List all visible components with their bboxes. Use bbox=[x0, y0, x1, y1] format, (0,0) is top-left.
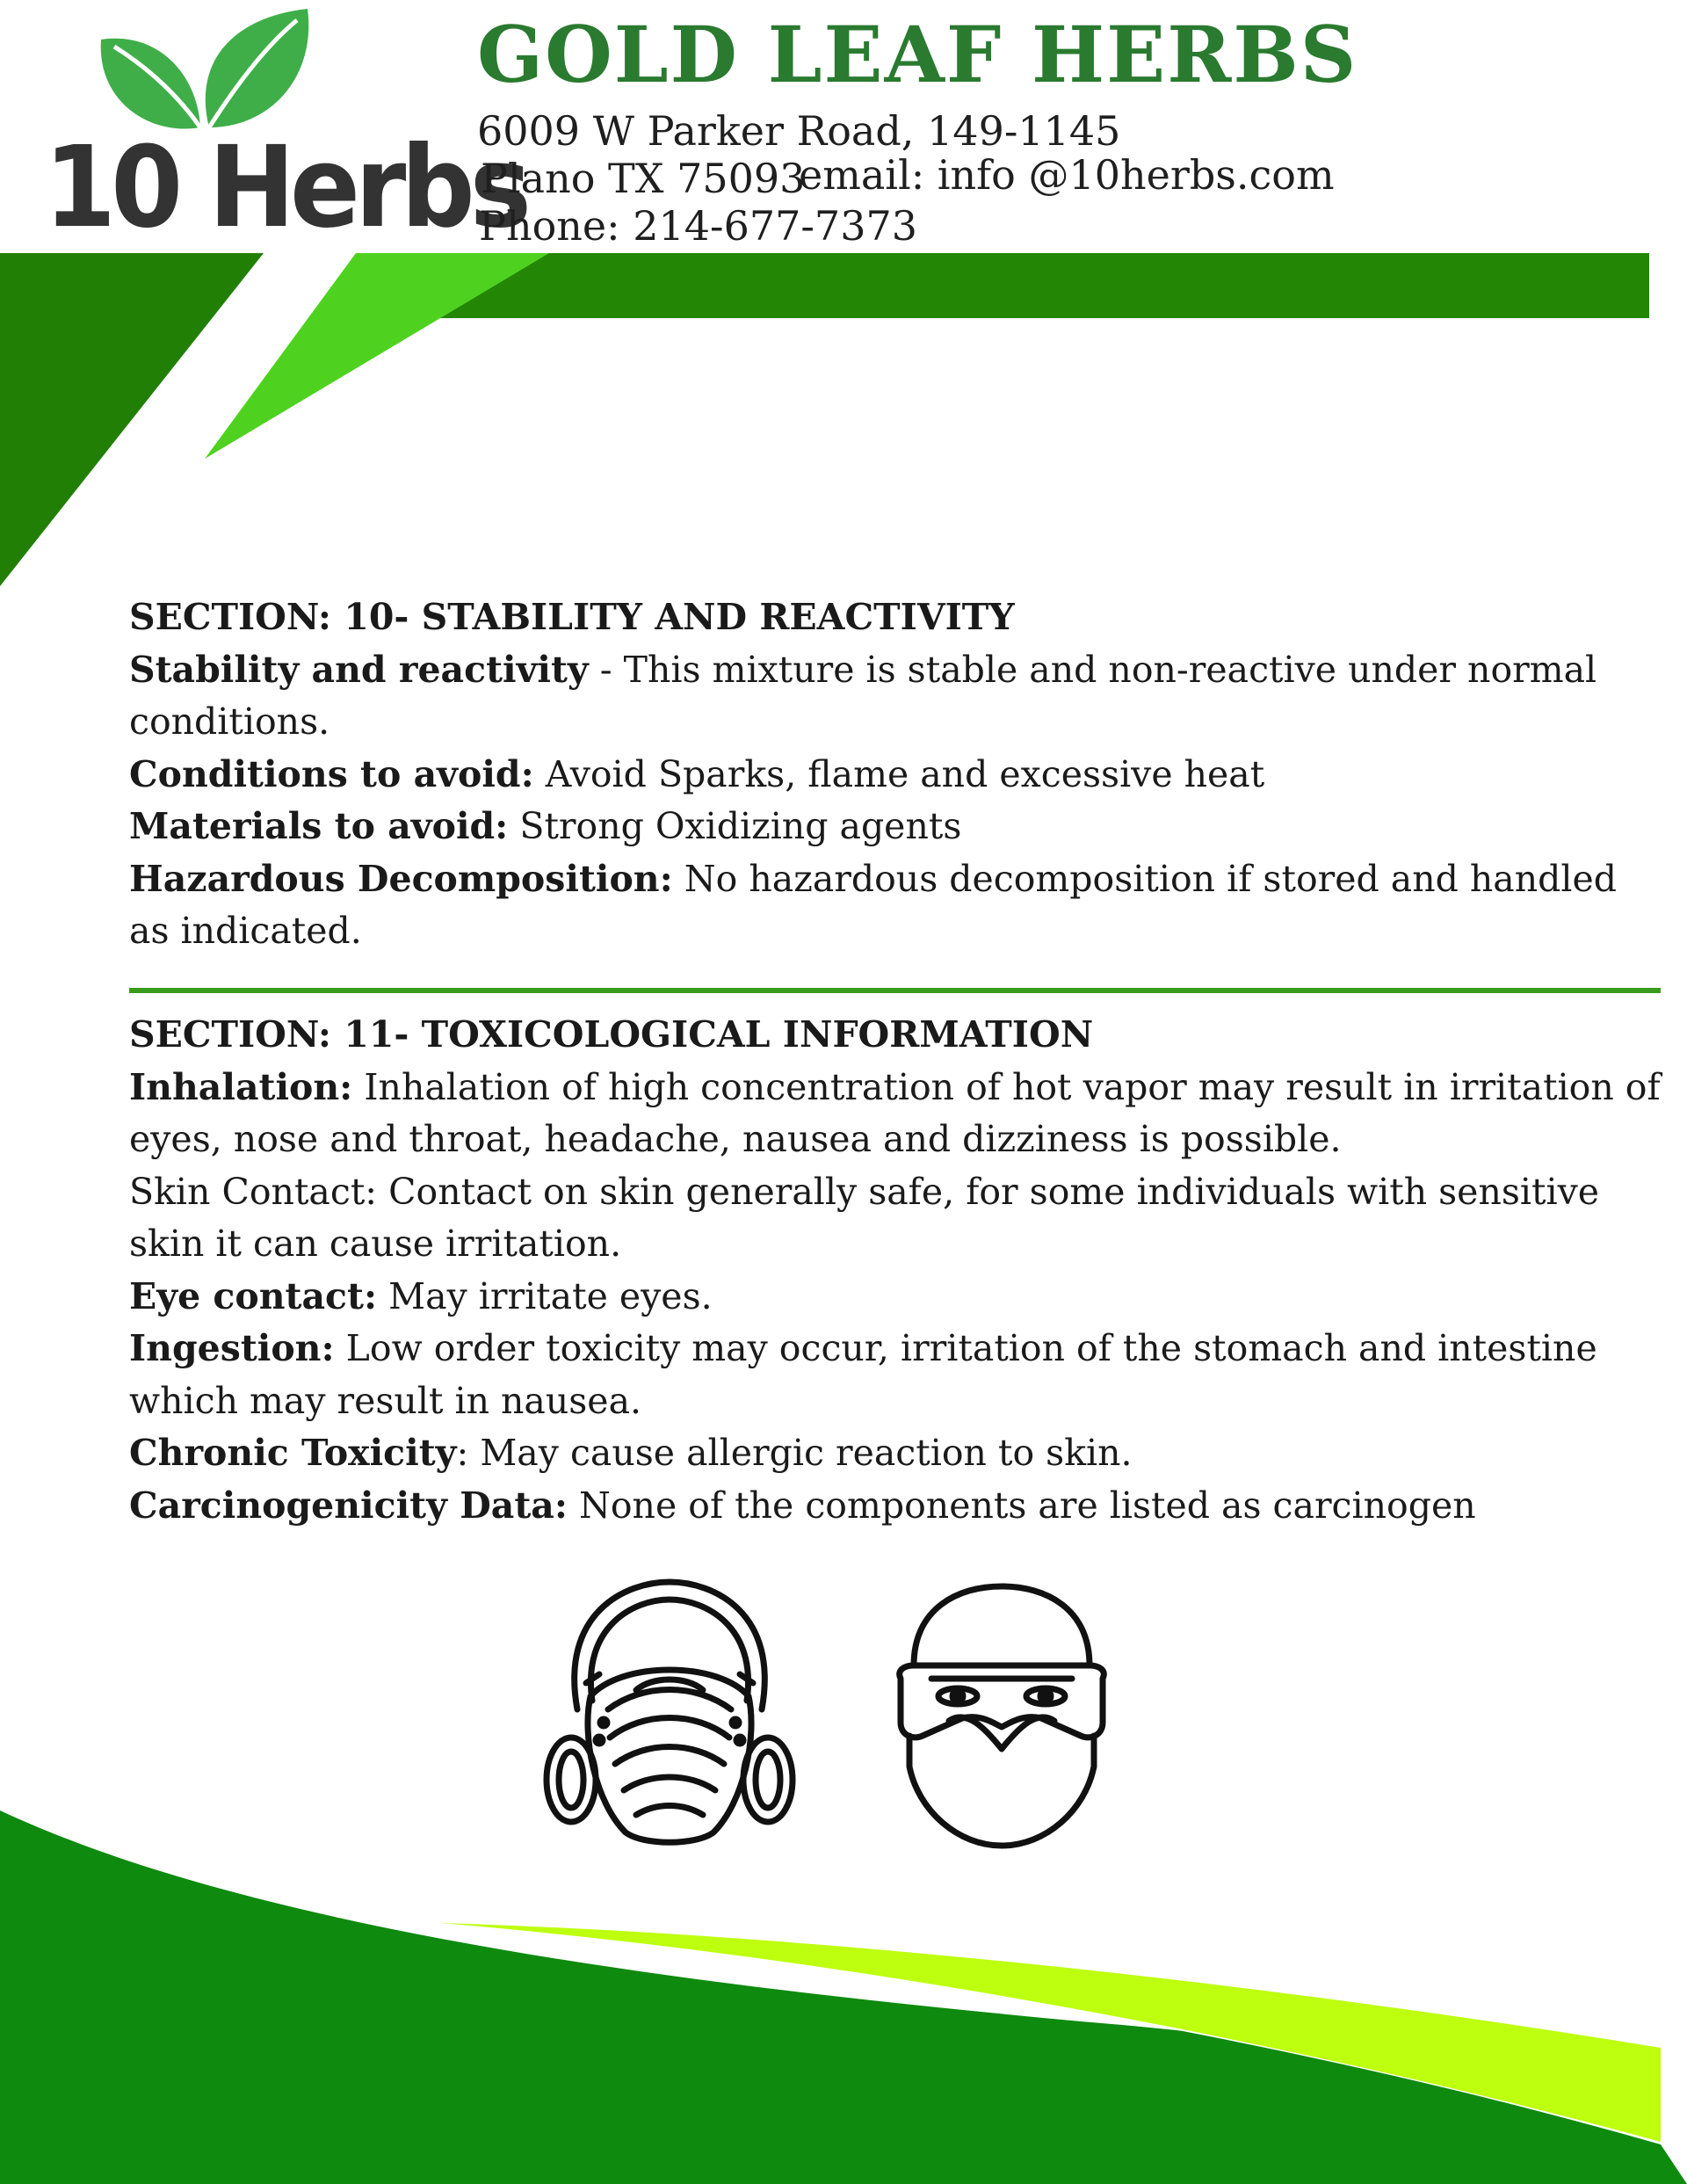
section-divider bbox=[129, 988, 1661, 993]
materials-label: Materials to avoid: bbox=[129, 805, 509, 847]
company-name: GOLD LEAF HERBS bbox=[477, 9, 1358, 100]
hazardous-label: Hazardous Decomposition: bbox=[129, 857, 673, 900]
conditions-text: Avoid Sparks, flame and excessive heat bbox=[533, 752, 1265, 795]
respirator-icon bbox=[538, 1578, 801, 1854]
dark-green-top-band bbox=[404, 253, 1649, 318]
hazardous-text: No hazardous decomposition if stored and handled as indicated. bbox=[129, 857, 1618, 952]
inhalation-paragraph bbox=[129, 1062, 1662, 1166]
section-11-title: SECTION: 11- TOXICOLOGICAL INFORMATION bbox=[129, 1013, 1094, 1056]
ingestion-text: Low order toxicity may occur, irritation of the stomach and intestine which may result in nausea. bbox=[129, 1327, 1597, 1422]
address-line2: Plano TX 75093 bbox=[481, 155, 806, 202]
chronic-paragraph bbox=[129, 1427, 1662, 1480]
inhalation-text: Inhalation of high concentration of hot vapor may result in irritation of eyes, nose and throat, headache, nausea and dizziness is possible. bbox=[129, 1065, 1661, 1160]
conditions-paragraph bbox=[129, 749, 1658, 802]
dark-green-band bbox=[0, 253, 264, 586]
stability-label: Stability and reactivity bbox=[129, 648, 589, 691]
chronic-label: Chronic Toxicity bbox=[129, 1432, 457, 1474]
footer-decoration bbox=[0, 1758, 1687, 2184]
eye-label: Eye contact: bbox=[129, 1274, 378, 1317]
logo-text: 10 Herbs bbox=[44, 121, 526, 253]
ingestion-paragraph bbox=[129, 1323, 1662, 1427]
materials-paragraph bbox=[129, 801, 1658, 853]
ingestion-label: Ingestion: bbox=[129, 1327, 335, 1369]
stability-text: - This mixture is stable and non-reactive under normal conditions. bbox=[129, 648, 1597, 743]
carcino-text: None of the components are listed as carcinogen bbox=[567, 1484, 1476, 1527]
eye-contact-paragraph bbox=[129, 1271, 1662, 1324]
skin-contact-paragraph: Skin Contact: Contact on skin generally safe, for some individuals with sensitive skin it can cause irritation. bbox=[129, 1170, 1600, 1265]
footer-green-wave bbox=[0, 1810, 1687, 2184]
phone-text: Phone: 214-677-7373 bbox=[479, 202, 917, 250]
carcinogenicity-paragraph bbox=[129, 1480, 1662, 1533]
leaf-logo-icon bbox=[97, 4, 316, 136]
chronic-text: : May cause allergic reaction to skin. bbox=[456, 1432, 1133, 1474]
stability-paragraph bbox=[129, 644, 1658, 749]
section-10-title: SECTION: 10- STABILITY AND REACTIVITY bbox=[129, 596, 1015, 638]
materials-text: Strong Oxidizing agents bbox=[508, 805, 962, 847]
inhalation-label: Inhalation: bbox=[129, 1065, 353, 1108]
email-text: email: info @10herbs.com bbox=[799, 151, 1335, 199]
hazardous-paragraph bbox=[129, 853, 1658, 958]
eye-text: May irritate eyes. bbox=[377, 1274, 713, 1317]
address-line1: 6009 W Parker Road, 149-1145 bbox=[477, 107, 1121, 155]
section-11 bbox=[129, 1009, 1662, 1532]
carcino-label: Carcinogenicity Data: bbox=[129, 1484, 568, 1527]
section-10 bbox=[129, 591, 1658, 958]
goggles-mask-icon bbox=[879, 1582, 1125, 1850]
conditions-label: Conditions to avoid: bbox=[129, 752, 534, 795]
